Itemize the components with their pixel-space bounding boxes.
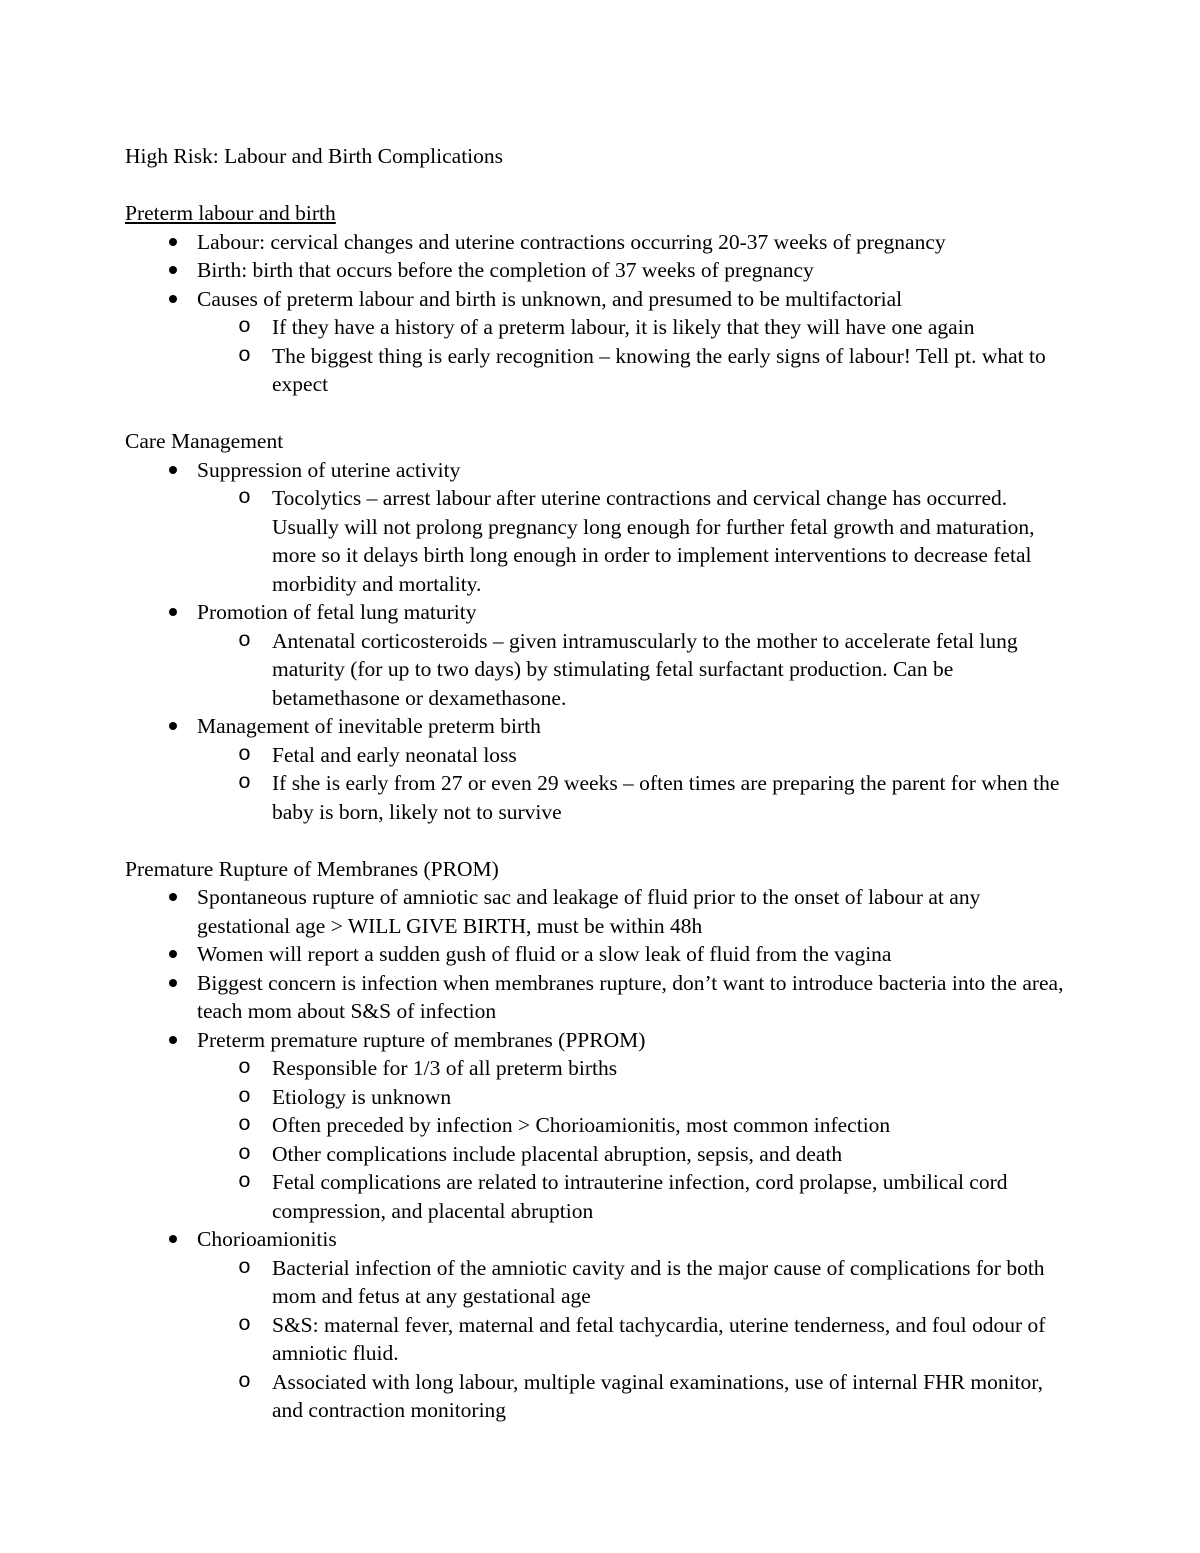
bullet-dot-icon <box>169 893 177 901</box>
circle-bullet-icon: o <box>238 1141 251 1166</box>
list-item: Biggest concern is infection when membranes rupture, don’t want to introduce bacteria into the area, teach mom about S&S of infection <box>125 969 1075 1026</box>
circle-bullet-icon: o <box>238 1084 251 1109</box>
sub-list-item: o If they have a history of a preterm labour, it is likely that they will have one again <box>197 313 1075 342</box>
sub-list-item: o Associated with long labour, multiple vaginal examinations, use of internal FHR monitor, and contraction monitoring <box>238 1369 1043 1422</box>
bullet-list <box>125 883 1075 1425</box>
sub-list-item: o The biggest thing is early recognition – knowing the early signs of labour! Tell pt. what to expect <box>238 343 1046 396</box>
list-item: Spontaneous rupture of amniotic sac and leakage of fluid prior to the onset of labour at any gestational age > WILL GIVE BIRTH, must be within 48h <box>125 883 1075 940</box>
bullet-dot-icon <box>169 1235 177 1243</box>
list-item: Promotion of fetal lung maturity o Antenatal corticosteroids – given intramuscularly to the mother to accelerate fetal lung maturity (for up to two days) by stimulating fetal surfactant production. Can be betamethasone or dexamethasone. <box>125 598 1075 712</box>
circle-bullet-icon: o <box>238 1113 251 1137</box>
circle-bullet-icon: o <box>238 1170 251 1194</box>
bullet-list <box>125 456 1075 827</box>
bullet-dot-icon <box>169 608 177 616</box>
spacer <box>125 399 1075 428</box>
circle-bullet-icon: o <box>238 771 251 795</box>
sub-list <box>197 741 1075 827</box>
list-item: Causes of preterm labour and birth is unknown, and presumed to be multifactorial o If they have a history of a preterm labour, it is likely that they will have one again o The biggest thing is early recognition – knowing the early signs of labour! Tell pt. what to expect <box>125 285 1075 399</box>
section-heading-care-management: Care Management <box>125 429 284 453</box>
bullet-dot-icon <box>169 266 177 274</box>
sub-list-item: o Antenatal corticosteroids – given intramuscularly to the mother to accelerate fetal lung maturity (for up to two days) by stimulating fetal surfactant production. Can be betamethasone or dexamethasone. <box>238 628 1018 710</box>
sub-list-item: o S&S: maternal fever, maternal and fetal tachycardia, uterine tenderness, and foul odour of amniotic fluid. <box>238 1312 1046 1365</box>
circle-bullet-icon: o <box>238 486 251 510</box>
spacer <box>125 171 1075 200</box>
sub-list-item: o Responsible for 1/3 of all preterm births <box>197 1054 1075 1083</box>
bullet-dot-icon <box>169 979 177 987</box>
bullet-dot-icon <box>169 722 177 730</box>
sub-list <box>197 484 1075 598</box>
circle-bullet-icon: o <box>238 742 251 767</box>
sub-list-item: o Bacterial infection of the amniotic cavity and is the major cause of complications for both mom and fetus at any gestational age <box>238 1255 1045 1308</box>
document-title: High Risk: Labour and Birth Complications <box>125 144 504 168</box>
circle-bullet-icon: o <box>238 343 251 368</box>
list-item: Suppression of uterine activity o Tocolytics – arrest labour after uterine contractions and cervical change has occurred. Usually will not prolong pregnancy long enough for further fetal growth and maturation, more so it delays birth long enough in order to implement interventions to decrease fetal morbidity and mortality. <box>125 456 1075 599</box>
sub-list-item: o Tocolytics – arrest labour after uterine contractions and cervical change has occurred. Usually will not prolong pregnancy long enough for further fetal growth and maturation, more so it delays birth long enough in order to implement interventions to decrease fetal morbidity and mortality. <box>238 486 1035 596</box>
bullet-dot-icon <box>169 1036 177 1044</box>
sub-list <box>197 313 1075 399</box>
spacer <box>125 826 1075 855</box>
list-item: Preterm premature rupture of membranes (PPROM) o Responsible for 1/3 of all preterm births o Etiology is unknown o Often preceded by infection > Chorioamionitis, most common infection o Other complications include placental abruption, sepsis, and death o Fetal complications are related to intrauterine infection, cord prolapse, umbilical cord compression, and placental abruption <box>125 1026 1075 1226</box>
sub-list-item: o Fetal and early neonatal loss <box>197 741 1075 770</box>
bullet-dot-icon <box>169 295 177 303</box>
sub-list-item: o Etiology is unknown <box>197 1083 1075 1112</box>
sub-list <box>197 627 1075 713</box>
bullet-dot-icon <box>169 466 177 474</box>
circle-bullet-icon: o <box>238 1056 251 1080</box>
list-item: Chorioamionitis o Bacterial infection of the amniotic cavity and is the major cause of complications for both mom and fetus at any gestational age o S&S: maternal fever, maternal and fetal tachycardia, uterine tenderness, and foul odour of amniotic fluid. o Associated with long labour, multiple vaginal examinations, use of internal FHR monitor, and contraction monitoring <box>125 1225 1075 1425</box>
section-heading-prom: Premature Rupture of Membranes (PROM) <box>125 856 499 881</box>
bullet-dot-icon <box>169 238 177 246</box>
sub-list-item: o If she is early from 27 or even 29 weeks – often times are preparing the parent for when the baby is born, likely not to survive <box>238 771 1060 824</box>
circle-bullet-icon: o <box>238 315 251 339</box>
sub-list-item: o Fetal complications are related to intrauterine infection, cord prolapse, umbilical cord compression, and placental abruption <box>238 1170 1008 1223</box>
circle-bullet-icon: o <box>238 628 251 653</box>
list-item: Women will report a sudden gush of fluid or a slow leak of fluid from the vagina <box>125 940 1075 969</box>
sub-list-item: o Often preceded by infection > Chorioamionitis, most common infection <box>197 1111 1075 1140</box>
list-item: Labour: cervical changes and uterine contractions occurring 20-37 weeks of pregnancy <box>125 228 1075 257</box>
sub-list <box>197 1054 1075 1225</box>
circle-bullet-icon: o <box>238 1255 251 1280</box>
sub-list <box>197 1254 1075 1425</box>
sub-list-item: o Other complications include placental abruption, sepsis, and death <box>197 1140 1075 1169</box>
list-item: Management of inevitable preterm birth o Fetal and early neonatal loss o If she is early from 27 or even 29 weeks – often times are preparing the parent for when the baby is born, likely not to survive <box>125 712 1075 826</box>
list-item: Birth: birth that occurs before the completion of 37 weeks of pregnancy <box>125 256 1075 285</box>
circle-bullet-icon: o <box>238 1369 251 1394</box>
document-page <box>125 142 1075 1425</box>
bullet-list <box>125 228 1075 399</box>
section-heading-preterm: Preterm labour and birth <box>125 201 336 225</box>
circle-bullet-icon: o <box>238 1312 251 1337</box>
bullet-dot-icon <box>169 950 177 958</box>
